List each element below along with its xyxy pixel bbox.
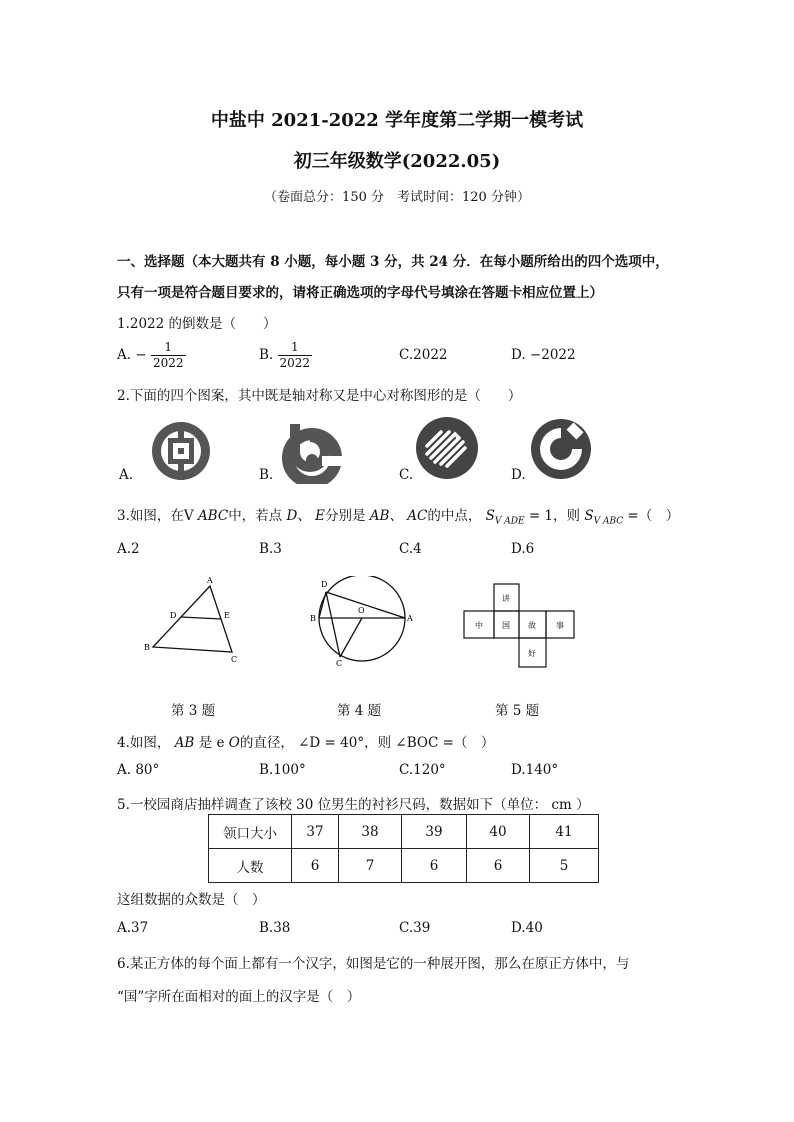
fig3-label-d: D xyxy=(170,611,177,620)
table-cell: 41 xyxy=(530,815,599,849)
q3-option-c: C.4 xyxy=(399,541,422,557)
q3-text-d: 的中点， xyxy=(427,508,482,524)
q1-b-denominator: 2022 xyxy=(279,356,311,370)
q3-area-symbol-2: S xyxy=(584,508,594,524)
net-text-jiang: 讲 xyxy=(502,594,510,603)
segment-de xyxy=(181,617,221,619)
table-cell: 38 xyxy=(339,815,402,849)
table-cell: 7 xyxy=(339,849,402,883)
table-cell: 6 xyxy=(467,849,530,883)
net-text-gu: 故 xyxy=(528,621,536,630)
q3-sep1: 、 xyxy=(297,508,311,524)
q4-text-c: 的直径， xyxy=(239,735,294,751)
net-text-zhong: 中 xyxy=(475,621,483,630)
q3-eq2: =（ ） xyxy=(627,508,680,524)
segment-db xyxy=(319,592,326,618)
figure-5-caption: 第 5 题 xyxy=(495,703,540,719)
table-cell: 人数 xyxy=(209,849,292,883)
q3-point-e: E xyxy=(315,508,325,524)
q4-angle-boc: ∠BOC xyxy=(395,735,439,751)
mobile-logo-icon xyxy=(415,416,479,480)
q1-option-d: D. −2022 xyxy=(511,347,576,363)
fig4-label-o: O xyxy=(358,606,365,615)
q3-segment-ab: AB xyxy=(369,508,390,524)
table-cell: 6 xyxy=(402,849,467,883)
table-cell: 40 xyxy=(467,815,530,849)
q1-option-b xyxy=(259,340,312,371)
triangle-symbol: V xyxy=(183,508,194,524)
q1-option-a xyxy=(117,340,186,371)
q4-circle-symbol: e xyxy=(216,735,225,751)
net-text-shi: 事 xyxy=(556,621,564,630)
q4-circle-o: O xyxy=(228,735,240,751)
q1-a-fraction xyxy=(151,340,186,371)
table-cell: 6 xyxy=(292,849,339,883)
q4-stem xyxy=(117,731,494,751)
spiral-logo-icon xyxy=(274,418,346,484)
q3-segment-ac: AC xyxy=(407,508,428,524)
fig3-label-a: A xyxy=(207,576,213,585)
q3-sub-ade: V ADE xyxy=(494,516,525,527)
bank-logo-icon xyxy=(530,418,592,480)
q1-option-c: C.2022 xyxy=(399,347,448,363)
q4-text-e: =（ ） xyxy=(442,735,495,751)
net-text-guo: 国 xyxy=(502,621,510,630)
q3-eq1: = 1，则 xyxy=(528,508,581,524)
q3-sub-abc: V ABC xyxy=(593,516,624,527)
table-cell: 37 xyxy=(292,815,339,849)
segment-dc xyxy=(326,592,340,657)
q4-option-d: D.140° xyxy=(511,762,559,778)
table-cell: 39 xyxy=(402,815,467,849)
exam-title: 中盐中 2021-2022 学年度第二学期一模考试 xyxy=(210,110,584,131)
q1-stem: 1.2022 的倒数是（ ） xyxy=(117,316,277,332)
q5-question: 这组数据的众数是（ ） xyxy=(117,892,266,908)
fig3-label-b: B xyxy=(144,643,150,652)
q3-text-a: 3.如图，在 xyxy=(117,508,184,524)
q5-stem: 5.一校园商店抽样调查了该校 30 位男生的衬衫尺码，数据如下（单位： cm ） xyxy=(117,797,590,813)
q5-option-b: B.38 xyxy=(259,920,291,936)
q5-option-d: D.40 xyxy=(511,920,543,936)
q6-line2: “国”字所在面相对的面上的汉字是（ ） xyxy=(117,989,361,1005)
figure-3-caption: 第 3 题 xyxy=(171,703,216,719)
q3-option-b: B.3 xyxy=(259,541,282,557)
q4-text-b: 是 xyxy=(198,735,213,751)
q3-sep2: 、 xyxy=(389,508,403,524)
q3-triangle-abc: ABC xyxy=(197,508,229,524)
q2-stem: 2.下面的四个图案，其中既是轴对称又是中心对称图形的是（ ） xyxy=(117,388,522,404)
q2-option-d: D. xyxy=(511,467,526,483)
fig4-label-b: B xyxy=(310,614,316,623)
table-cell: 5 xyxy=(530,849,599,883)
net-text-hao: 好 xyxy=(528,649,536,658)
table-row xyxy=(209,815,599,849)
section-heading-line1: 一、选择题（本大题共有 8 小题，每小题 3 分，共 24 分．在每小题所给出的四个选项中， xyxy=(117,254,669,270)
segment-co xyxy=(340,618,362,657)
segment-da xyxy=(326,592,405,618)
fig4-label-c: C xyxy=(336,659,343,668)
q2-option-c: C. xyxy=(399,467,414,483)
figure-3-triangle xyxy=(138,572,248,664)
q4-option-b: B.100° xyxy=(259,762,306,778)
q4-angle-d: ∠D = 40° xyxy=(298,735,365,751)
table-row xyxy=(209,849,599,883)
coin-logo-icon xyxy=(150,420,212,482)
fig4-label-d: D xyxy=(321,580,328,589)
fig3-label-c: C xyxy=(231,655,238,664)
exam-subtitle: 初三年级数学(2022.05) xyxy=(293,151,501,172)
q4-segment-ab: AB xyxy=(174,735,195,751)
section-heading-line2: 只有一项是符合题目要求的，请将正确选项的字母代号填涂在答题卡相应位置上） xyxy=(117,285,603,301)
q5-option-a: A.37 xyxy=(117,920,149,936)
exam-info: （卷面总分：150 分 考试时间：120 分钟） xyxy=(264,190,530,205)
figure-4-circle xyxy=(306,576,416,668)
q2-option-a: A. xyxy=(119,467,134,483)
q3-point-d: D xyxy=(286,508,298,524)
q4-text-d: ，则 xyxy=(364,735,392,751)
q3-text-c: 分别是 xyxy=(324,508,366,524)
q4-text-a: 4.如图， xyxy=(117,735,171,751)
q1-b-fraction xyxy=(278,340,313,371)
q3-stem xyxy=(117,504,679,527)
q1-b-numerator: 1 xyxy=(278,340,313,356)
q3-text-b: 中，若点 xyxy=(228,508,283,524)
q3-area-symbol-1: S xyxy=(485,508,495,524)
q5-data-table xyxy=(208,814,599,883)
q6-line1: 6.某正方体的每个面上都有一个汉字，如图是它的一种展开图，那么在原正方体中，与 xyxy=(117,956,630,972)
fig3-label-e: E xyxy=(224,611,230,620)
fig4-label-a: A xyxy=(407,614,413,623)
figure-4-caption: 第 4 题 xyxy=(337,703,382,719)
q4-option-c: C.120° xyxy=(399,762,446,778)
q1-a-denominator: 2022 xyxy=(152,356,184,370)
q4-option-a: A. 80° xyxy=(117,762,160,778)
table-cell: 领口大小 xyxy=(209,815,292,849)
q3-option-d: D.6 xyxy=(511,541,535,557)
q2-option-b: B. xyxy=(259,467,274,483)
q1-a-prefix: A. − xyxy=(117,347,147,363)
q5-option-c: C.39 xyxy=(399,920,431,936)
q1-a-numerator: 1 xyxy=(151,340,186,356)
figure-5-cube-net xyxy=(462,583,576,669)
q1-b-prefix: B. xyxy=(259,347,274,363)
q3-option-a: A.2 xyxy=(117,541,140,557)
